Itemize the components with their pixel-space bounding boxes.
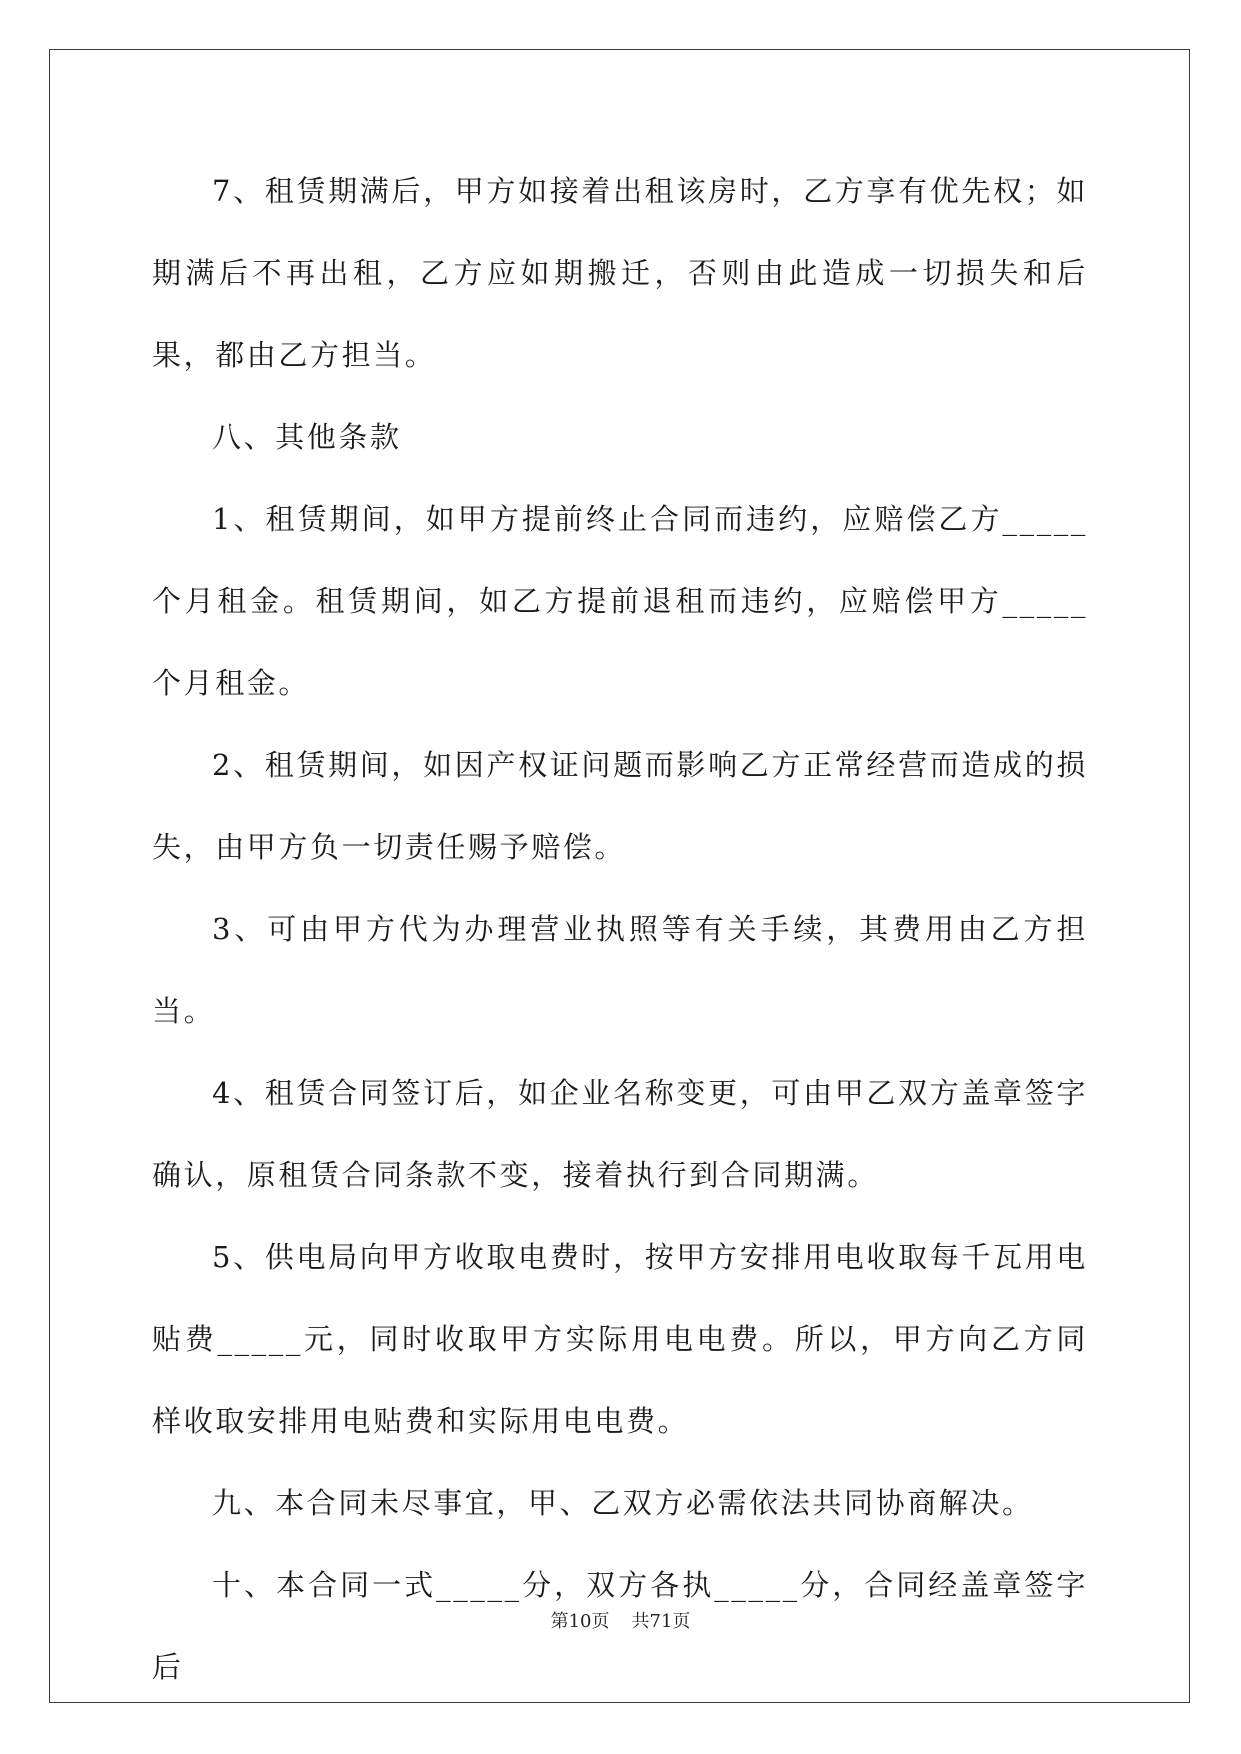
paragraph-clause-1: 1、租赁期间，如甲方提前终止合同而违约，应赔偿乙方_____个月租金。租赁期间，如乙方提前退租而违约，应赔偿甲方_____个月租金。 bbox=[152, 502, 1088, 700]
paragraph-clause-3: 3、可由甲方代为办理营业执照等有关手续，其费用由乙方担当。 bbox=[152, 912, 1088, 1028]
section-heading-other-terms: 八、其他条款 bbox=[212, 420, 402, 454]
page-footer bbox=[0, 1607, 1241, 1633]
paragraph-section-10: 十、本合同一式_____分，双方各执_____分，合同经盖章签字后 bbox=[152, 1568, 1088, 1684]
paragraph-section-9: 九、本合同未尽事宜，甲、乙双方必需依法共同协商解决。 bbox=[212, 1486, 1034, 1520]
paragraph-clause-4: 4、租赁合同签订后，如企业名称变更，可由甲乙双方盖章签字确认，原租赁合同条款不变，接着执行到合同期满。 bbox=[152, 1076, 1088, 1192]
paragraph-clause-5: 5、供电局向甲方收取电费时，按甲方安排用电收取每千瓦用电贴费_____元，同时收取甲方实际用电电费。所以，甲方向乙方同样收取安排用电贴费和实际用电电费。 bbox=[152, 1240, 1088, 1438]
paragraph-clause-2: 2、租赁期间，如因产权证问题而影响乙方正常经营而造成的损失，由甲方负一切责任赐予赔偿。 bbox=[152, 748, 1088, 864]
document-body bbox=[152, 150, 1088, 1708]
paragraph-clause-7: 7、租赁期满后，甲方如接着出租该房时，乙方享有优先权；如期满后不再出租，乙方应如期搬迁，否则由此造成一切损失和后果，都由乙方担当。 bbox=[152, 174, 1088, 372]
page-total: 共71页 bbox=[631, 1611, 691, 1632]
page-number: 第10页 bbox=[550, 1611, 610, 1632]
